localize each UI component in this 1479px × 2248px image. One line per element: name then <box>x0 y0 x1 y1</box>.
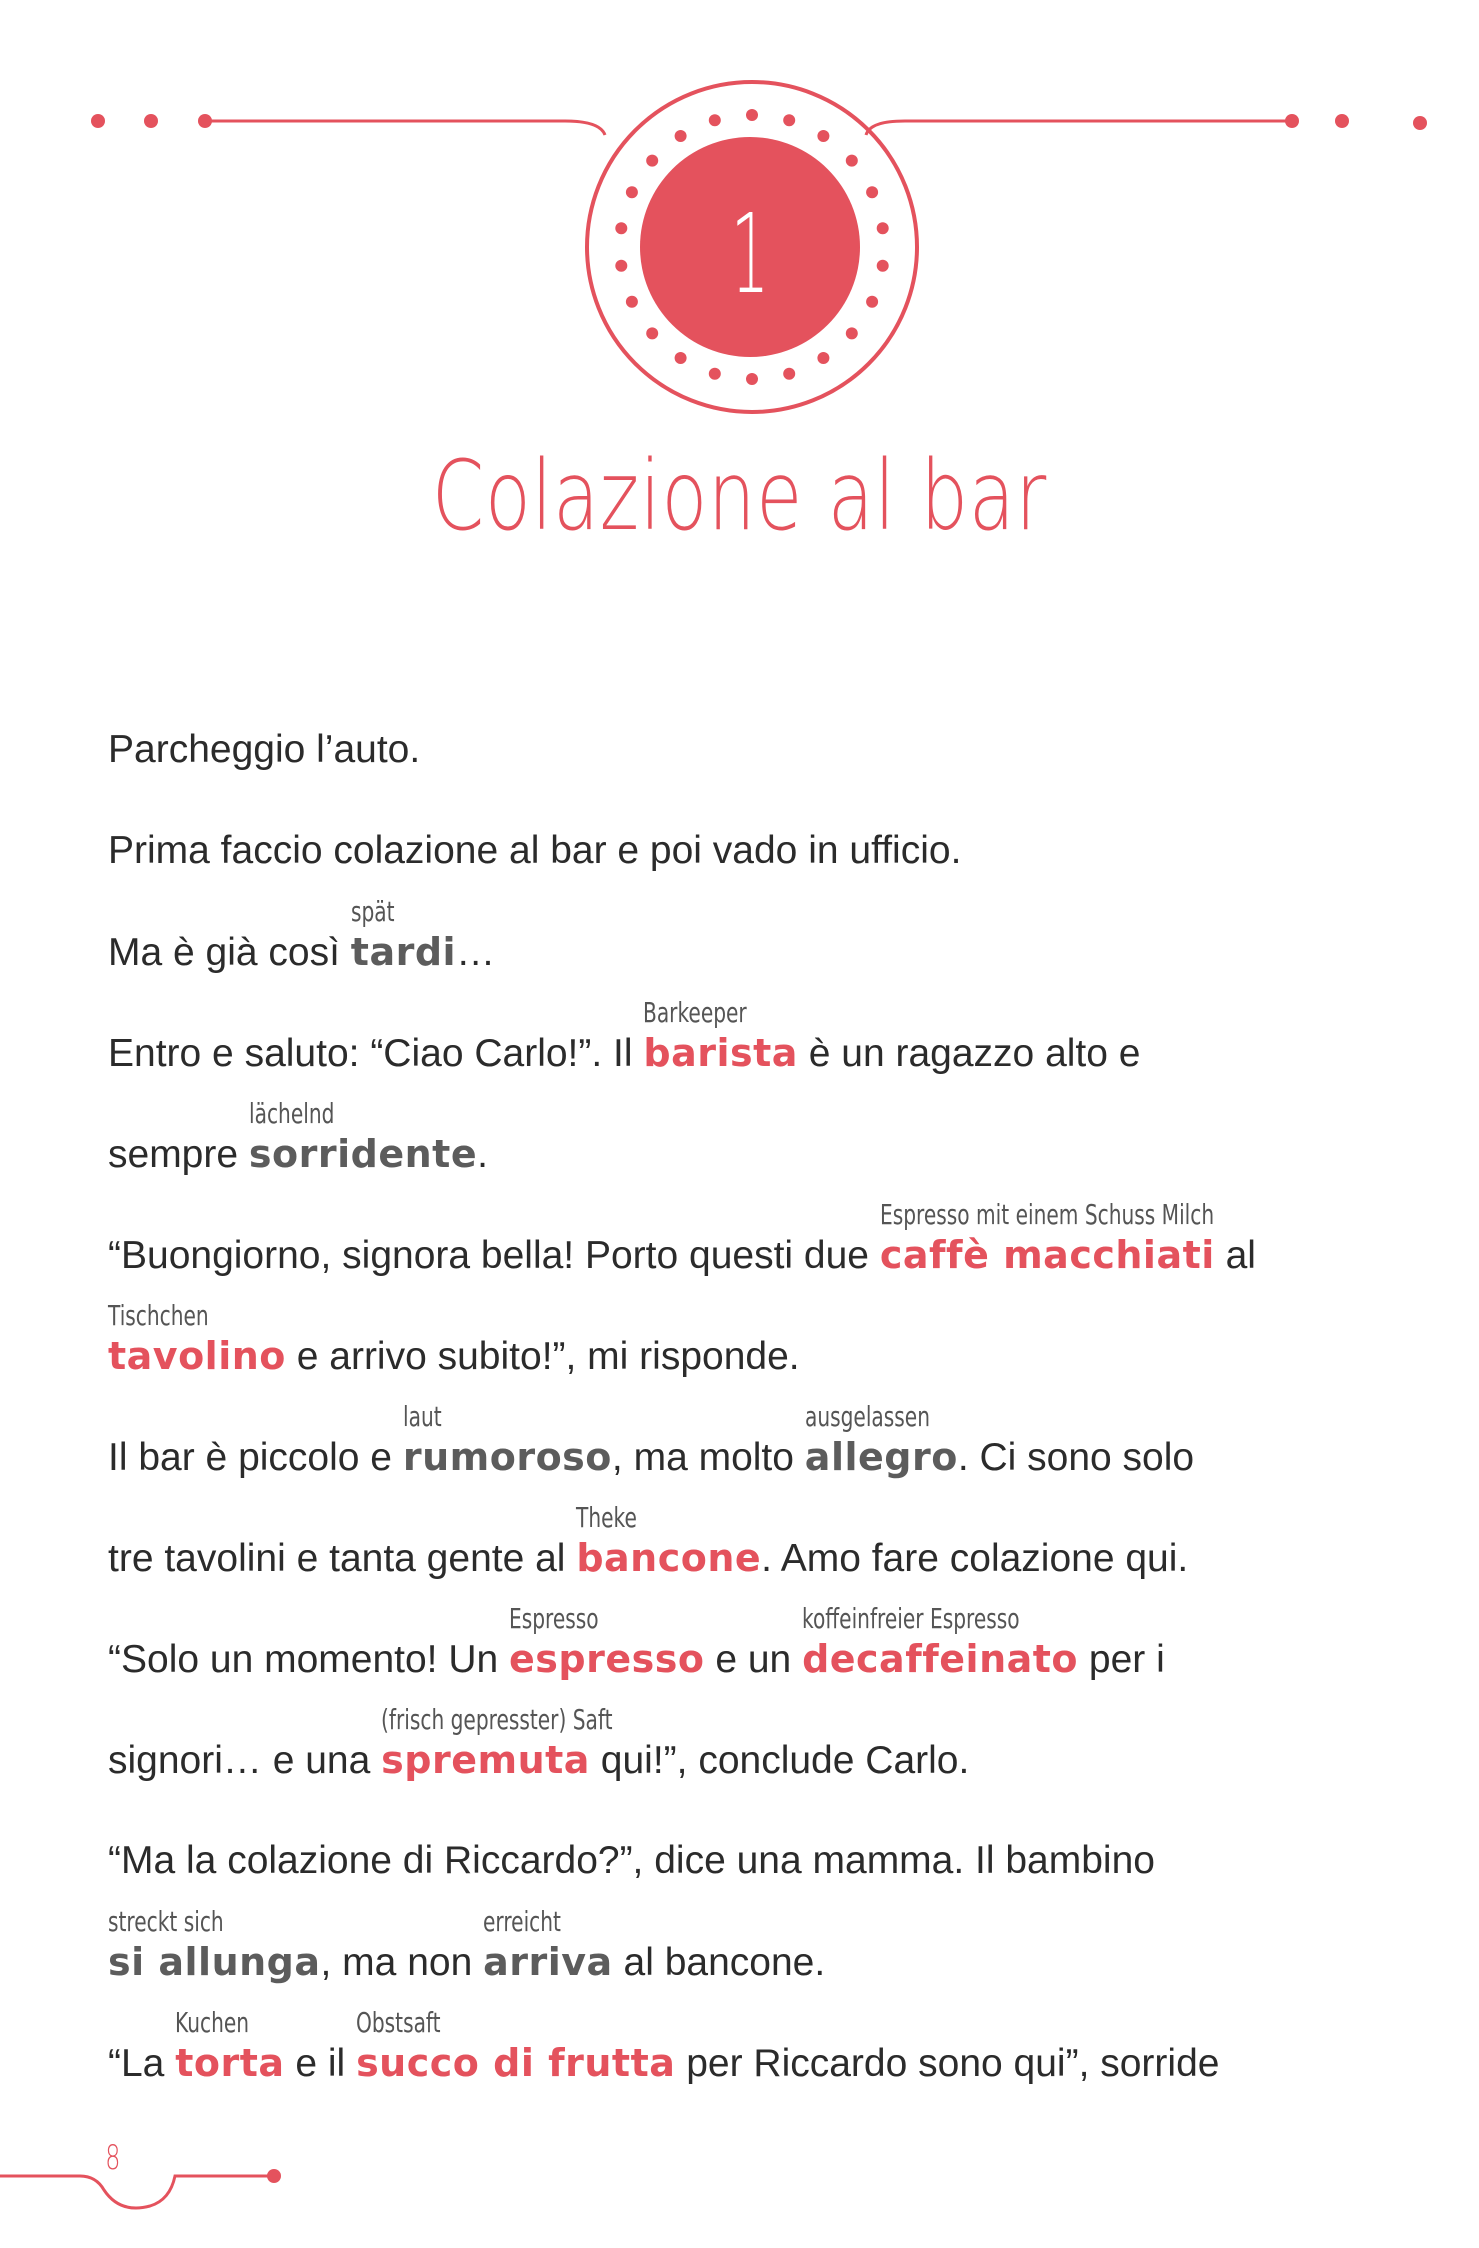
chapter-title: Colazione al bar <box>431 440 1048 552</box>
ornament-dot <box>877 260 889 272</box>
vocab-gloss: spät <box>350 895 395 928</box>
story-text-segment: Entro e saluto: “Ciao Carlo!”. Il <box>108 1032 644 1075</box>
story-text-segment: Prima faccio colazione al bar e poi vado in ufficio. <box>108 829 962 872</box>
vocab-word <box>248 1097 478 1178</box>
vocab-term: si allunga <box>108 1940 321 1984</box>
vocab-word <box>509 1602 705 1683</box>
vocab-term: spremuta <box>381 1738 590 1782</box>
vocab-word <box>381 1703 613 1784</box>
story-line <box>108 1198 1256 1280</box>
story-text-segment: “Buongiorno, signora bella! Porto questi due <box>108 1234 880 1277</box>
ornament-dot <box>783 114 795 126</box>
story-line <box>108 827 961 875</box>
story-line <box>108 1097 488 1179</box>
vocab-gloss: lächelnd <box>248 1097 335 1130</box>
story-text-segment: sempre <box>108 1133 249 1176</box>
story-text-segment: . <box>477 1133 488 1176</box>
ornament-dot <box>626 186 638 198</box>
vocab-gloss: Kuchen <box>175 2006 250 2039</box>
vocab-term: espresso <box>509 1637 705 1681</box>
story-text-segment: e il <box>284 2042 357 2085</box>
story-text-segment: e arrivo subito!”, mi risponde. <box>285 1335 800 1378</box>
ornament-dot <box>746 109 758 121</box>
vocab-gloss: ausgelassen <box>804 1400 930 1433</box>
story-line <box>108 895 496 977</box>
story-line <box>108 1703 970 1785</box>
story-line <box>108 1299 800 1381</box>
vocab-gloss: Barkeeper <box>643 996 748 1029</box>
vocab-gloss: streckt sich <box>108 1905 224 1938</box>
vocab-word <box>802 1602 1079 1683</box>
story-line <box>108 1501 1189 1583</box>
story-text-segment: Ma è già così <box>108 931 351 974</box>
vocab-word <box>643 996 798 1077</box>
ornament-dot <box>646 327 658 339</box>
story-text-segment: qui!”, conclude Carlo. <box>589 1739 970 1782</box>
ornament-dot <box>675 352 687 364</box>
story-line <box>108 1837 1155 1885</box>
ornament-dot <box>783 368 795 380</box>
vocab-word <box>402 1400 612 1481</box>
story-text-segment: per Riccardo sono qui”, sorride <box>675 2042 1220 2085</box>
story-text-segment: . Amo fare colazione qui. <box>761 1537 1189 1580</box>
story-text-segment: “La <box>108 2042 176 2085</box>
story-line <box>108 1400 1195 1482</box>
vocab-gloss: Obstsaft <box>356 2006 441 2039</box>
vocab-gloss: laut <box>402 1400 442 1433</box>
story-text-segment: Il bar è piccolo e <box>108 1436 403 1479</box>
vocab-gloss: Espresso <box>509 1602 599 1635</box>
footer-ornament <box>0 2150 320 2220</box>
vocab-word <box>576 1501 762 1582</box>
vocab-gloss: koffeinfreier Espresso <box>802 1602 1020 1635</box>
story-line <box>108 1905 826 1987</box>
ornament-dot <box>675 130 687 142</box>
ornament-dot <box>846 155 858 167</box>
ornament-dot <box>646 155 658 167</box>
story-text-segment: per i <box>1078 1638 1165 1681</box>
vocab-term: tavolino <box>108 1334 286 1378</box>
story-text-segment: tre tavolini e tanta gente al <box>108 1537 577 1580</box>
story-text-segment: al bancone. <box>612 1941 826 1984</box>
story-text-segment: , ma molto <box>611 1436 805 1479</box>
story-line <box>108 726 420 774</box>
vocab-gloss: erreicht <box>483 1905 562 1938</box>
story-text-segment: , ma non <box>320 1941 484 1984</box>
vocab-term: sorridente <box>248 1132 478 1176</box>
ornament-dot <box>709 368 721 380</box>
ornament-dot <box>866 186 878 198</box>
story-text-segment: “Ma la colazione di Riccardo?”, dice una mamma. Il bambino <box>108 1839 1155 1882</box>
ornament-dot <box>615 222 627 234</box>
vocab-gloss: Espresso mit einem Schuss Milch <box>879 1198 1214 1231</box>
vocab-word <box>879 1198 1215 1279</box>
vocab-term: succo di frutta <box>356 2041 676 2085</box>
story-text-segment: . Ci sono solo <box>957 1436 1195 1479</box>
vocab-gloss: Tischchen <box>108 1299 209 1332</box>
ornament-dot <box>846 327 858 339</box>
ornament-dot <box>626 296 638 308</box>
vocab-gloss: Theke <box>576 1501 638 1534</box>
vocab-word <box>108 1299 286 1380</box>
story-line <box>108 996 1141 1078</box>
vocab-word <box>356 2006 676 2087</box>
ornament-dot <box>877 222 889 234</box>
story-text-segment: signori… e una <box>108 1739 382 1782</box>
story-text-segment: “Solo un momento! Un <box>108 1638 510 1681</box>
vocab-term: bancone <box>576 1536 762 1580</box>
vocab-term: caffè macchiati <box>879 1233 1215 1277</box>
vocab-term: arriva <box>483 1940 613 1984</box>
vocab-word <box>108 1905 321 1986</box>
ornament-dot <box>615 260 627 272</box>
vocab-word <box>804 1400 958 1481</box>
story-line <box>108 2006 1220 2088</box>
ornament-dot <box>709 114 721 126</box>
vocab-term: tardi <box>350 930 457 974</box>
story-text-segment: è un ragazzo alto e <box>797 1032 1141 1075</box>
vocab-word <box>350 895 457 976</box>
story-text-segment: … <box>456 931 496 974</box>
vocab-term: torta <box>175 2041 285 2085</box>
vocab-term: allegro <box>804 1435 958 1479</box>
vocab-term: rumoroso <box>402 1435 612 1479</box>
vocab-word <box>483 1905 613 1986</box>
story-text-segment: e un <box>704 1638 803 1681</box>
story-text-segment: al <box>1214 1234 1256 1277</box>
ornament-dot <box>746 373 758 385</box>
vocab-term: decaffeinato <box>802 1637 1079 1681</box>
vocab-word <box>175 2006 285 2087</box>
story-line <box>108 1602 1165 1684</box>
story-text-segment: Parcheggio l’auto. <box>108 728 421 771</box>
page-number: 8 <box>105 2138 121 2178</box>
ornament-dot <box>817 130 829 142</box>
vocab-gloss: (frisch gepresster) Saft <box>381 1703 613 1736</box>
ornament-dot <box>866 296 878 308</box>
chapter-number: 1 <box>730 190 770 318</box>
ornament-dot <box>817 352 829 364</box>
vocab-term: barista <box>643 1031 798 1075</box>
